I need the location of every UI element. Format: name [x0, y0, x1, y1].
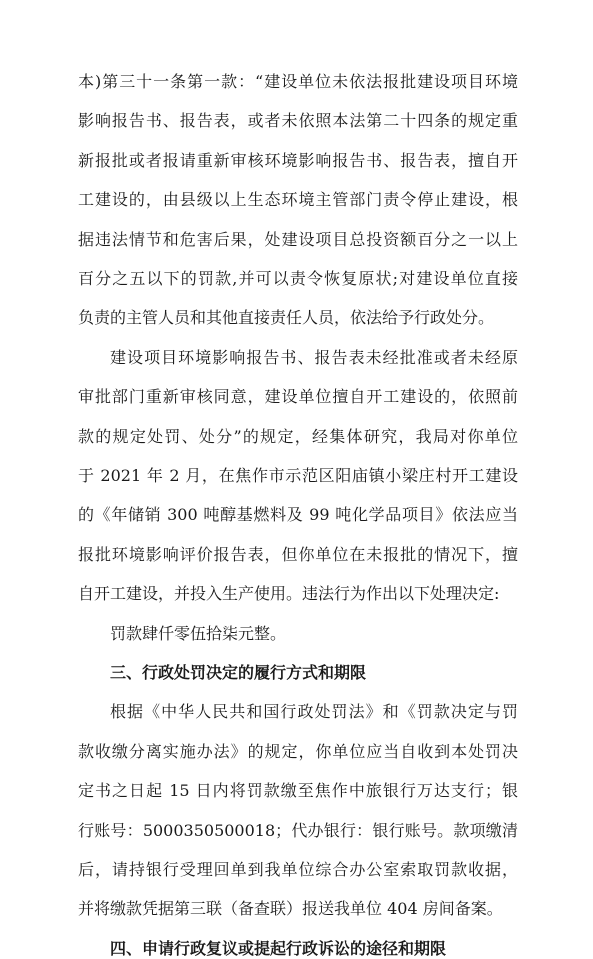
text-line: 定书之日起 15 日内将罚款缴至焦作中旅银行万达支行；银 [78, 781, 518, 800]
text-line: 审批部门重新审核同意，建设单位擅自开工建设的，依照前 [78, 387, 518, 406]
text-line: 新报批或者报请重新审核环境影响报告书、报告表，擅自开 [78, 151, 518, 170]
text-line: 本)第三十一条第一款：“建设单位未依法报批建设项目环境 [78, 72, 518, 91]
text-line: 款的规定处罚、处分”的规定，经集体研究，我局对你单位 [78, 427, 518, 446]
text-line: 并将缴款凭据第三联（备查联）报送我单位 404 房间备案。 [78, 899, 503, 918]
text-line: 的《年储销 300 吨醇基燃料及 99 吨化学品项目》依法应当 [78, 505, 518, 524]
section-heading: 四、申请行政复议或提起行政诉讼的途径和期限 [110, 939, 447, 958]
text-line: 建设项目环境影响报告书、报告表未经批准或者未经原 [110, 348, 518, 367]
text-line: 根据《中华人民共和国行政处罚法》和《罚款决定与罚 [110, 702, 518, 721]
section-heading: 三、行政处罚决定的履行方式和期限 [110, 663, 367, 682]
text-line: 据违法情节和危害后果，处建设项目总投资额百分之一以上 [78, 230, 518, 249]
text-line: 报批环境影响评价报告表，但你单位在未报批的情况下，擅 [78, 545, 518, 564]
text-line: 影响报告书、报告表，或者未依照本法第二十四条的规定重 [78, 111, 518, 130]
text-line: 款收缴分离实施办法》的规定，你单位应当自收到本处罚决 [78, 742, 518, 761]
text-line: 罚款肆仟零伍拾柒元整。 [110, 624, 287, 643]
text-line: 于 2021 年 2 月，在焦作市示范区阳庙镇小梁庄村开工建设 [78, 466, 518, 485]
text-line: 行账号：5000350500018；代办银行：银行账号。款项缴清 [78, 821, 518, 840]
text-line: 工建设的，由县级以上生态环境主管部门责令停止建设，根 [78, 190, 518, 209]
text-line: 后，请持银行受理回单到我单位综合办公室索取罚款收据， [78, 860, 518, 879]
text-line: 百分之五以下的罚款,并可以责令恢复原状;对建设单位直接 [78, 269, 518, 288]
text-line: 自开工建设，并投入生产使用。违法行为作出以下处理决定: [78, 584, 500, 603]
text-line: 负责的主管人员和其他直接责任人员，依法给予行政处分。 [78, 308, 495, 327]
